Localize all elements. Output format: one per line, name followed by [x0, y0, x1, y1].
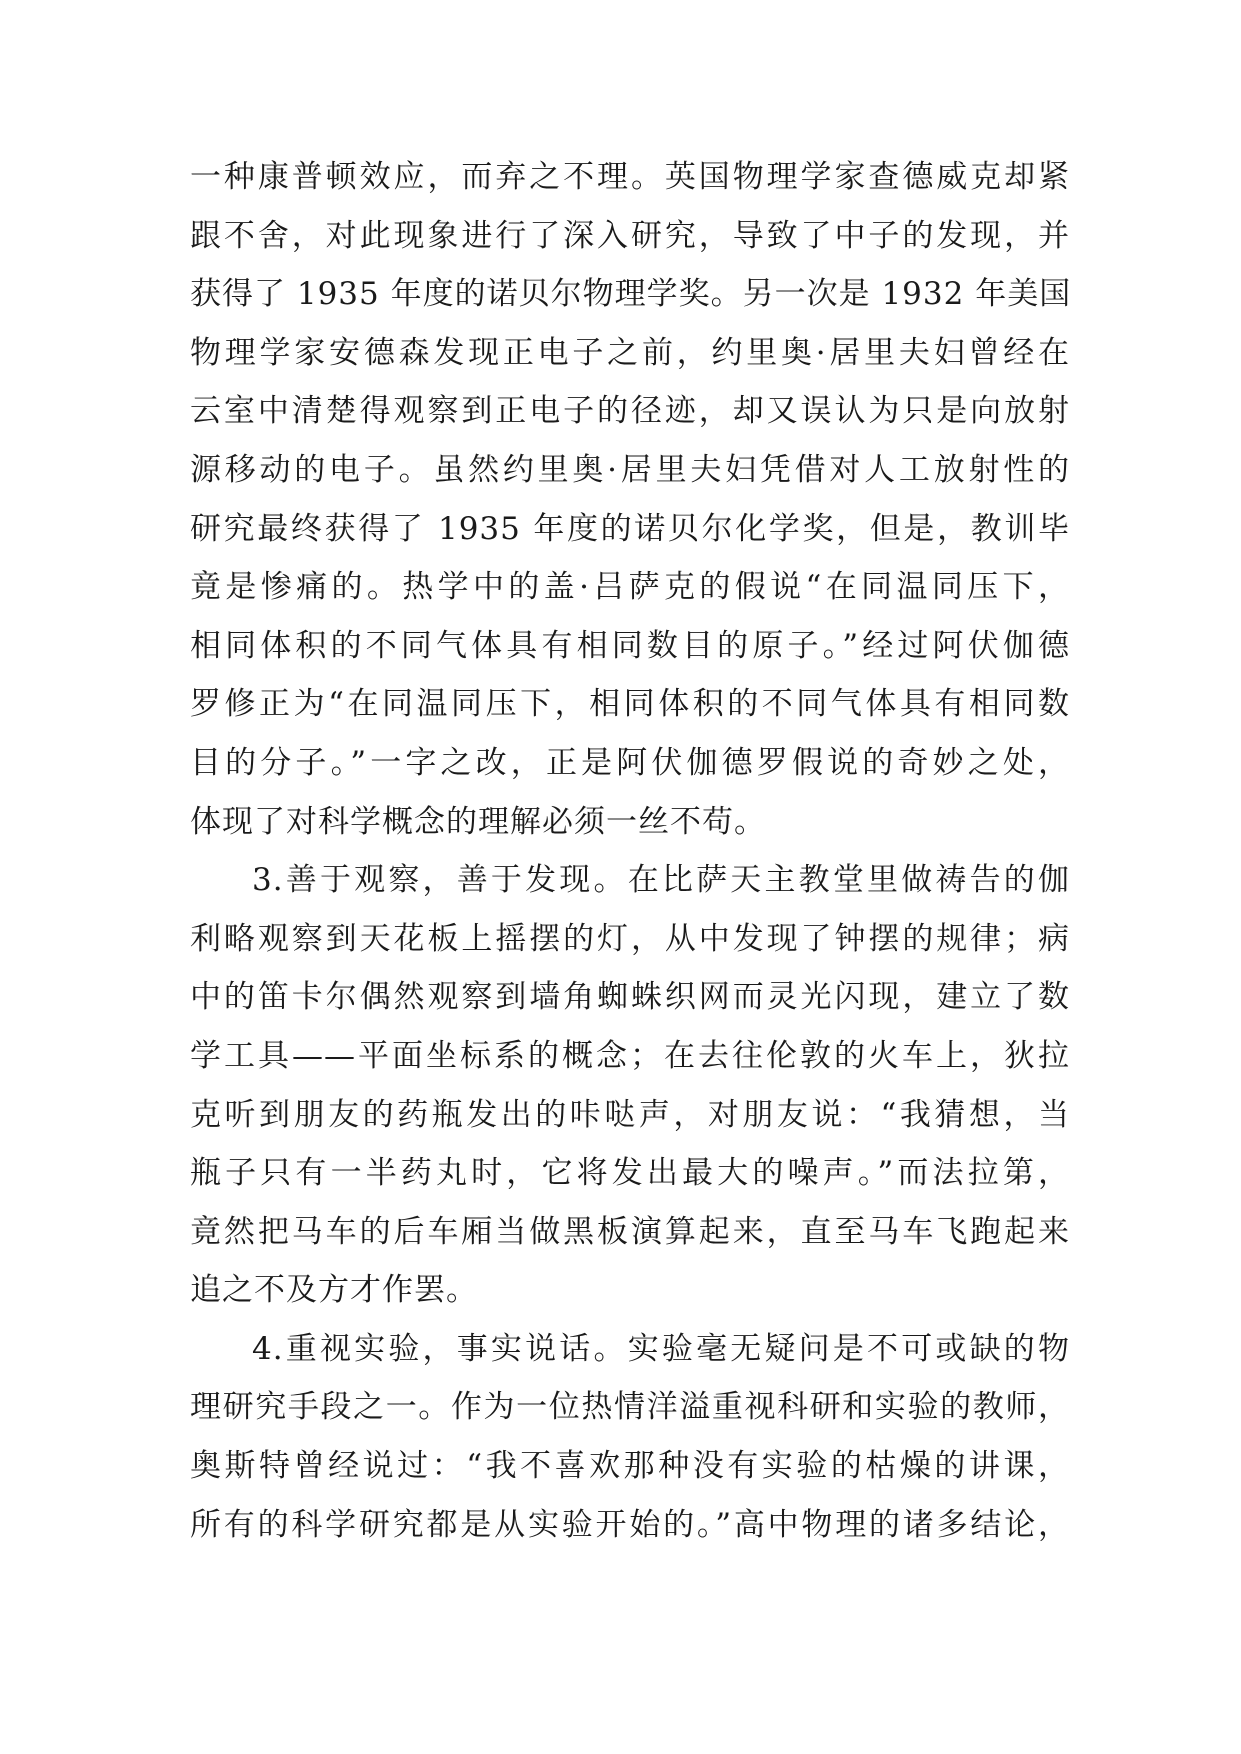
body-text: [190, 148, 1070, 1554]
text-line: 克听到朋友的药瓶发出的咔哒声，对朋友说：“我猜想，当: [190, 1096, 1070, 1133]
text-line: 相同体积的不同气体具有相同数目的原子。”经过阿伏伽德: [190, 627, 1070, 664]
text-line: 获得了 1935 年度的诺贝尔物理学奖。另一次是 1932 年美国: [190, 276, 1072, 313]
text-line: 4.重视实验，事实说话。实验毫无疑问是不可或缺的物: [252, 1330, 1070, 1367]
text-line: 瓶子只有一半药丸时，它将发出最大的噪声。”而法拉第，: [190, 1155, 1070, 1192]
text-line: 利略观察到天花板上摇摆的灯，从中发现了钟摆的规律；病: [190, 920, 1070, 957]
text-line: 竟然把马车的后车厢当做黑板演算起来，直至马车飞跑起来: [190, 1213, 1070, 1250]
text-line: 学工具——平面坐标系的概念；在去往伦敦的火车上，狄拉: [190, 1037, 1070, 1074]
text-line: 奥斯特曾经说过：“我不喜欢那种没有实验的枯燥的讲课，: [190, 1448, 1070, 1485]
text-line: 理研究手段之一。作为一位热情洋溢重视科研和实验的教师，: [190, 1389, 1070, 1426]
text-line: 跟不舍，对此现象进行了深入研究，导致了中子的发现，并: [190, 217, 1070, 254]
text-line: 云室中清楚得观察到正电子的径迹，却又误认为只是向放射: [190, 393, 1070, 430]
text-line: 体现了对科学概念的理解必须一丝不苟。: [190, 803, 766, 840]
text-line: 目的分子。”一字之改，正是阿伏伽德罗假说的奇妙之处，: [190, 744, 1070, 781]
text-line: 罗修正为“在同温同压下，相同体积的不同气体具有相同数: [190, 686, 1070, 723]
text-line: 3.善于观察，善于发现。在比萨天主教堂里做祷告的伽: [252, 862, 1070, 899]
paragraph-3: [190, 1320, 1070, 1554]
text-line: 源移动的电子。虽然约里奥·居里夫妇凭借对人工放射性的: [190, 451, 1070, 488]
text-line: 竟是惨痛的。热学中的盖·吕萨克的假说“在同温同压下，: [190, 569, 1070, 606]
paragraph-1: [190, 148, 1070, 851]
text-line: 中的笛卡尔偶然观察到墙角蜘蛛织网而灵光闪现，建立了数: [190, 979, 1070, 1016]
text-line: 物理学家安德森发现正电子之前，约里奥·居里夫妇曾经在: [190, 334, 1070, 371]
text-line: 一种康普顿效应，而弃之不理。英国物理学家查德威克却紧: [190, 159, 1070, 195]
paragraph-2: [190, 851, 1070, 1320]
text-line: 所有的科学研究都是从实验开始的。”高中物理的诸多结论，: [190, 1506, 1070, 1543]
text-line: 研究最终获得了 1935 年度的诺贝尔化学奖，但是，教训毕: [190, 510, 1070, 547]
text-line: 追之不及方才作罢。: [190, 1272, 478, 1309]
